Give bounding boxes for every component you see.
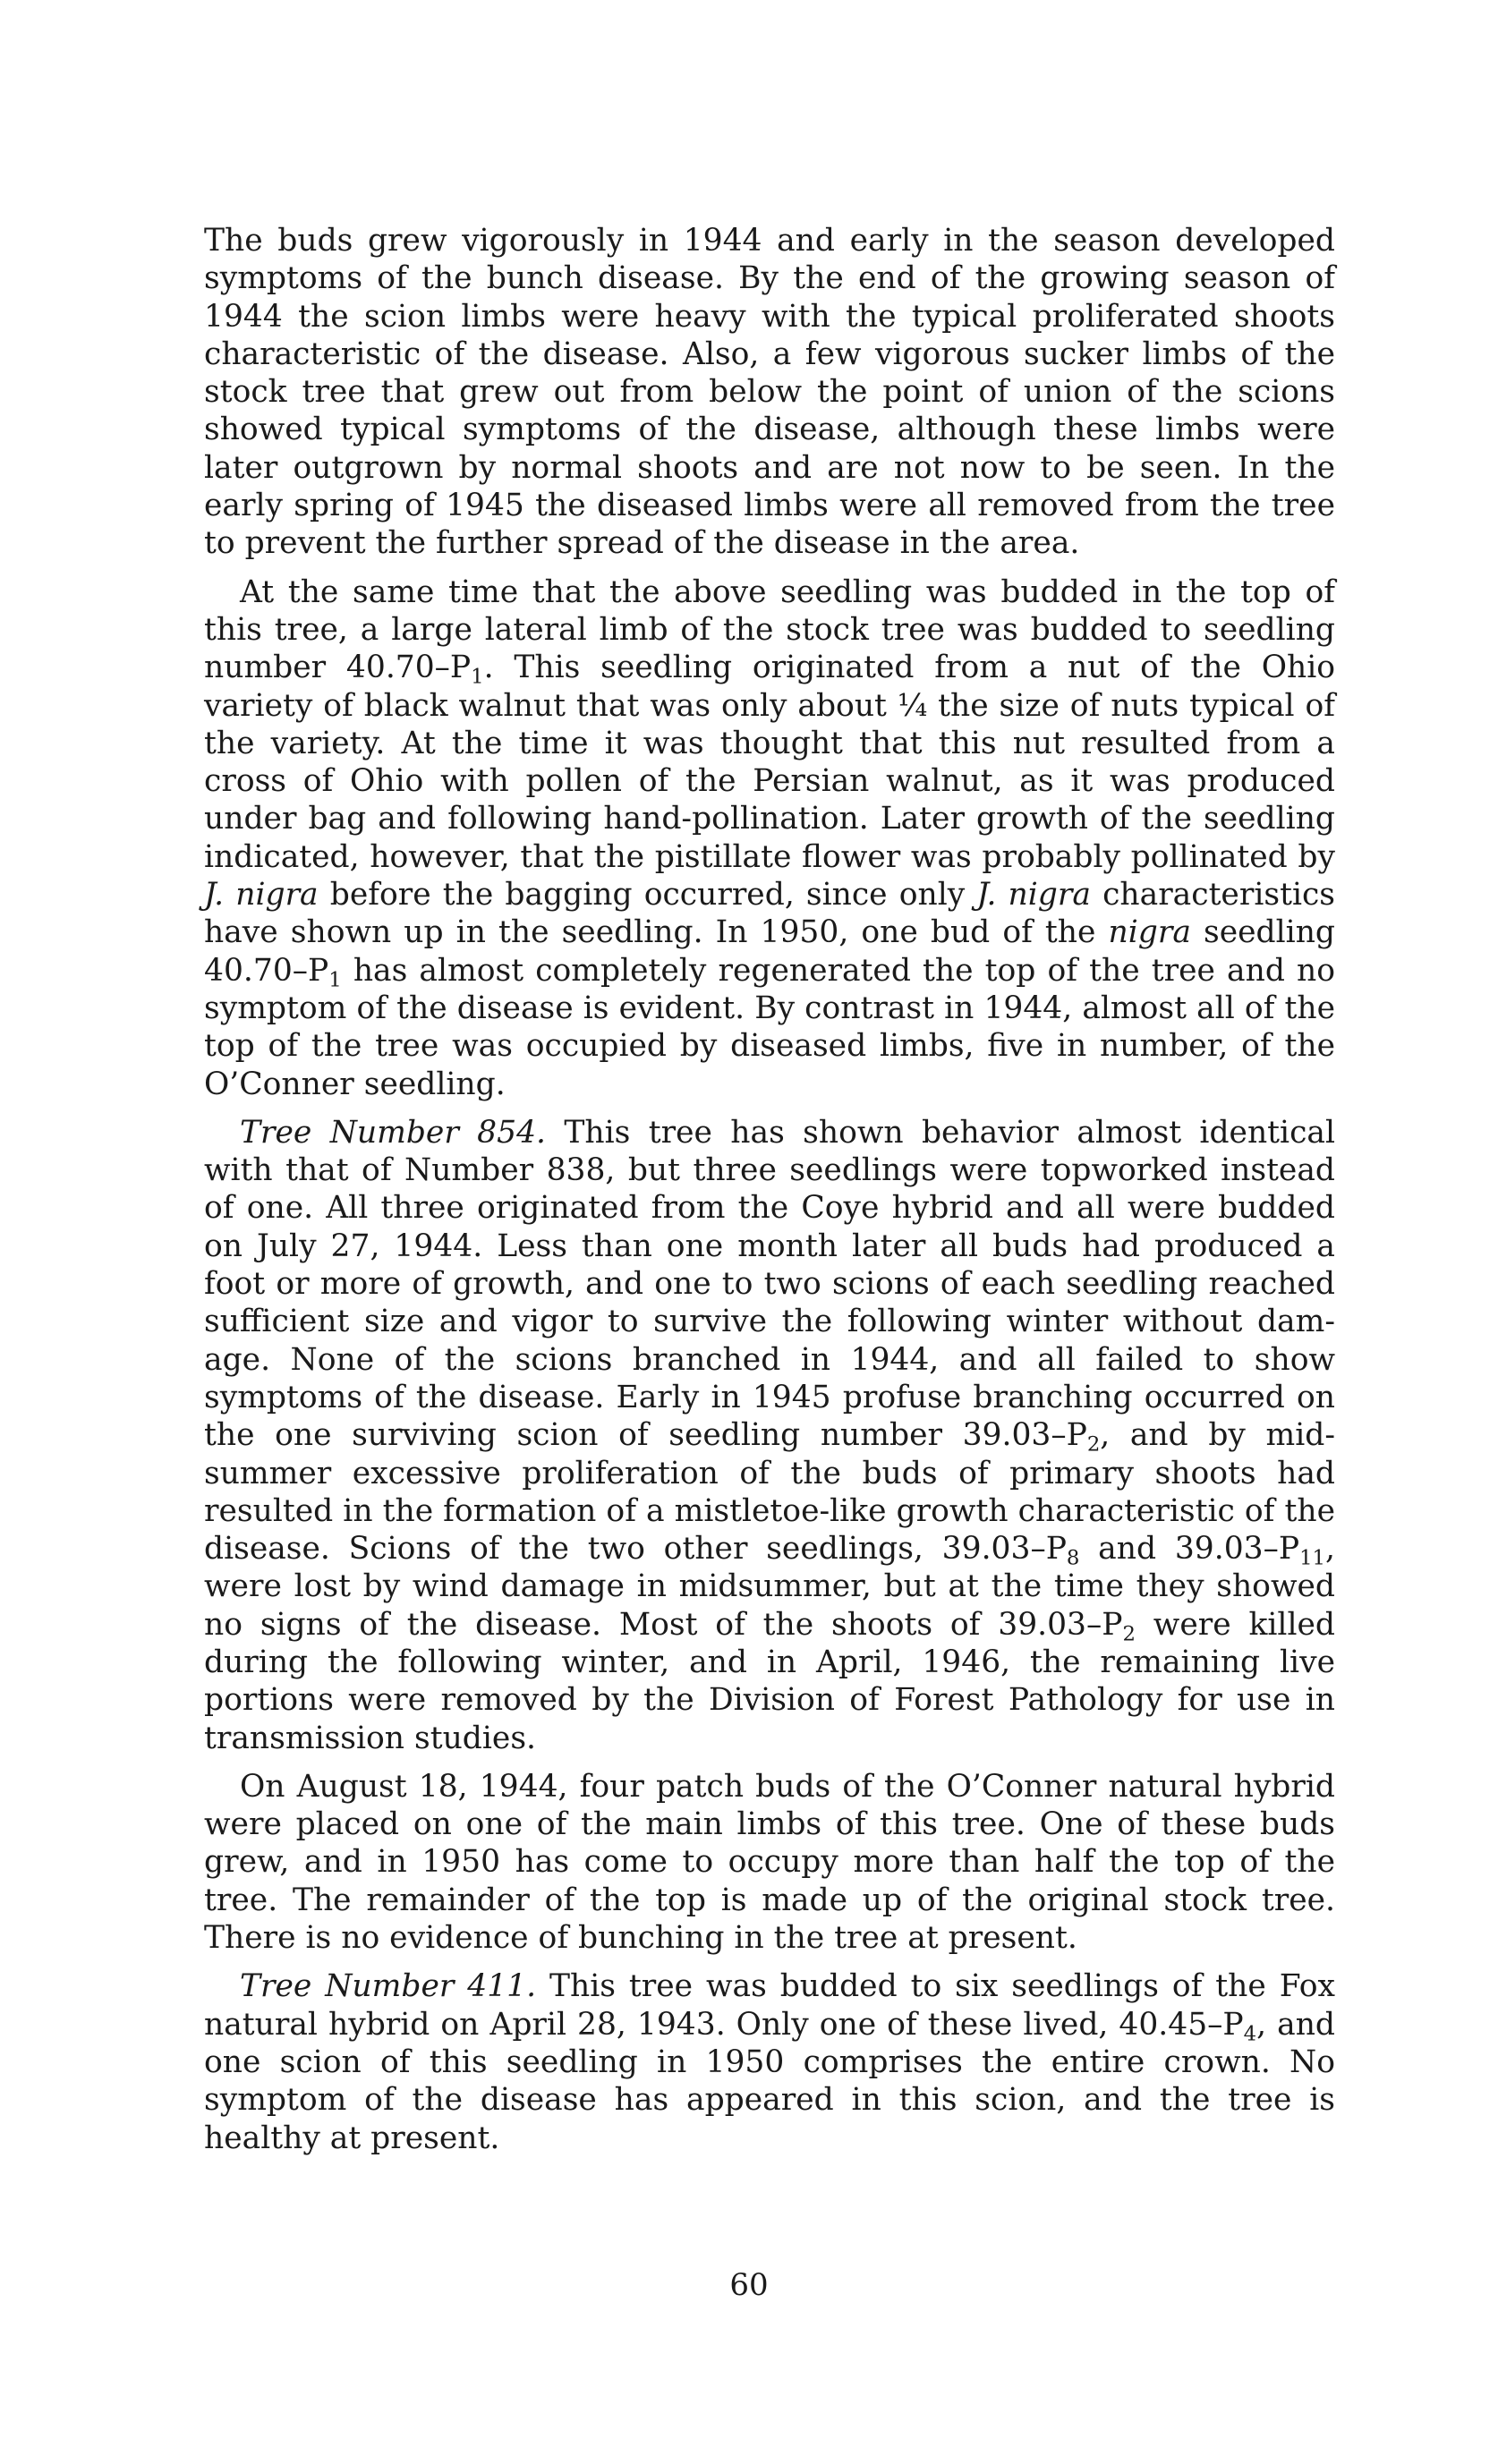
italic-run: nigra [1108, 914, 1191, 951]
text-run: . This seedling originated from a nut of the Ohio variety of black walnut that was only about ¼ the size of nuts typical of the variety. At the time it was thought that this nut resulted from a cross of Ohio with pollen of the Persian walnut, as it was produced under bag and following hand-pollination. Later growth of the seedling indicated, however, that the pistillate flower was probably pollinated by [204, 650, 1336, 875]
italic-run: Tree Number 411. [240, 1968, 537, 2005]
subscript: 4 [1243, 2022, 1257, 2046]
text-run: and 39.03–P [1079, 1531, 1300, 1568]
subscript: 2 [1086, 1432, 1101, 1457]
subscript: 1 [328, 968, 342, 992]
subscript: 11 [1299, 1546, 1326, 1570]
paragraph [204, 574, 1335, 1103]
paragraph [204, 1768, 1335, 1957]
text-run: , were lost by wind damage in midsummer, but at the time they showed no signs of the disease. Most of the shoots of 39.03–P [204, 1531, 1335, 1643]
text-run: has almost completely regenerated the top of the tree and no symptom of the disease is evident. By contrast in 1944, almost all of the top of the tree was occupied by diseased limbs, five in number, of the O’Conner seedling. [204, 952, 1335, 1102]
italic-run: Tree Number 854. [240, 1114, 547, 1151]
text-run: This tree has shown behavior almost identical with that of Number 838, but three seedlings were topworked instead of one. All three originated from the Coye hybrid and all were budded on July 27, 1944. Less than one month later all buds had produced a foot or more of growth, and one to two scions of each seedling reached sufficient size and vigor to survive the following winter without damage. None of the scions branched in 1944, and all failed to show symptoms of the disease. Early in 1945 profuse branching occurred on the one surviving scion of seedling number 39.03–P [204, 1114, 1335, 1454]
text-run: , and one scion of this seedling in 1950 comprises the entire crown. No symptom of the disease has appeared in this scion, and the tree is healthy at present. [204, 2006, 1336, 2156]
text-run: before the bagging occurred, since only [318, 877, 977, 913]
page-number: 60 [729, 2267, 769, 2303]
italic-run: J. nigra [204, 877, 319, 913]
text-run: On August 18, 1944, four patch buds of the O’Conner natural hybrid were placed on one of the main limbs of this tree. One of these buds grew, and in 1950 has come to occupy more than half the top of the tree. The remainder of the top is made up of the original stock tree. There is no evidence of bunching in the tree at present. [204, 1768, 1335, 1957]
paragraph [204, 222, 1335, 563]
text-run: The buds grew vigorously in 1944 and early in the season developed symptoms of the bunch disease. By the end of the growing season of 1944 the scion limbs were heavy with the typical proliferated shoots characteristic of the disease. Also, a few vigorous sucker limbs of the stock tree that grew out from below the point of union of the scions showed typical symptoms of the disease, although these limbs were later outgrown by normal shoots and are not now to be seen. In the early spring of 1945 the diseased limbs were all removed from the tree to prevent the further spread of the disease in the area. [204, 223, 1335, 562]
text-run: , and by midsummer excessive proliferation of the buds of primary shoots had resulted in the formation of a mistletoe-like growth characteristic of the disease. Scions of the two other seedlings, 39.03–P [204, 1417, 1336, 1568]
italic-run: J. nigra [976, 877, 1091, 913]
subscript: 8 [1066, 1546, 1080, 1570]
subscript: 1 [471, 665, 484, 689]
page-body [204, 222, 1335, 2168]
text-run: seedling 40.70–P [204, 914, 1335, 989]
text-run: At the same time that the above seedling was budded in the top of this tree, a large lateral limb of the stock tree was budded to seedling number 40.70–P [204, 574, 1335, 686]
paragraph [204, 1114, 1335, 1757]
text-run: characteristics have shown up in the seedling. In 1950, one bud of the [204, 877, 1336, 951]
text-run: were killed during the following winter, and in April, 1946, the remaining live portions were removed by the Division of Forest Pathology for use in transmission studies. [204, 1606, 1335, 1756]
text-run: This tree was budded to six seedlings of the Fox natural hybrid on April 28, 1943. Only one of these lived, 40.45–P [204, 1968, 1335, 2043]
paragraph [204, 1967, 1335, 2156]
subscript: 2 [1122, 1622, 1136, 1646]
